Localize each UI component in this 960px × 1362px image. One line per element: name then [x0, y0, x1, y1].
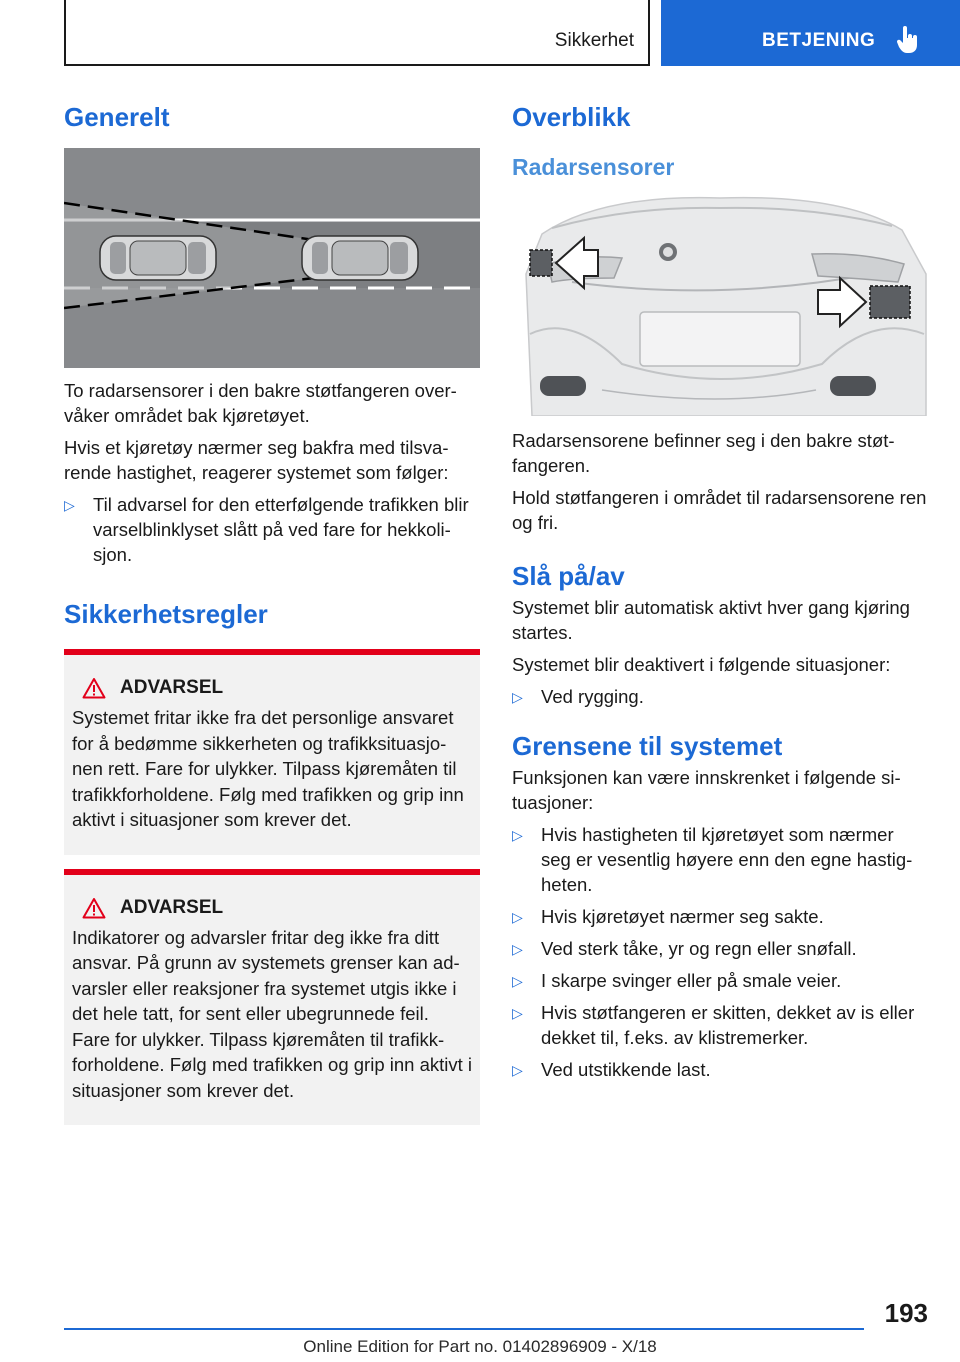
triangle-bullet-icon: ▷	[512, 909, 523, 925]
list-item	[512, 968, 928, 993]
onoff-list	[512, 684, 928, 709]
warning-text: Systemet fritar ikke fra det personlige ansvaret for å bedømme sikkerheten og trafikksituasjo-nen rett. Fare for ulykker. Tilpass kjøremåten til trafikkforholdene. Følg med trafikken og grip inn aktivt i situasjoner som krever det.	[72, 707, 464, 830]
triangle-bullet-icon: ▷	[512, 1062, 523, 1078]
sensor-caption-2: Hold støtfangeren i området til radarsensorene ren og fri.	[512, 487, 927, 533]
list-item	[512, 822, 928, 897]
warning-header	[72, 895, 472, 921]
warning-label: ADVARSEL	[120, 677, 224, 698]
intro-paragraph-1: To radarsensorer i den bakre støtfangeren over-våker området bak kjøretøyet.	[64, 380, 457, 426]
section-title-sikkerhetsregler: Sikkerhetsregler	[64, 599, 268, 629]
pointing-hand-icon	[897, 26, 919, 54]
footer-rule	[64, 1328, 864, 1330]
list-item-text: Ved sterk tåke, yr og regn eller snøfall.	[541, 938, 857, 959]
chapter-box	[64, 0, 650, 66]
limits-intro: Funksjonen kan være innskrenket i følgende si-tuasjoner:	[512, 767, 901, 813]
list-item-text: Ved rygging.	[541, 686, 644, 707]
chapter-label: Sikkerhet	[554, 30, 634, 51]
onoff-paragraph-2: Systemet blir deaktivert i følgende situasjoner:	[512, 654, 891, 675]
list-item-text: Til advarsel for den etterfølgende trafikken blir varselblinklyset slått på ved fare for hekkoli-sjon.	[93, 494, 469, 565]
warning-triangle-icon	[82, 897, 106, 919]
car-front	[302, 236, 418, 280]
onoff-paragraph-1: Systemet blir automatisk aktivt hver gang kjøring startes.	[512, 597, 910, 643]
list-item	[64, 492, 480, 567]
warning-box-2	[64, 869, 480, 1126]
radar-sensor-right	[870, 286, 910, 318]
reaction-list	[64, 492, 480, 567]
right-column	[512, 100, 928, 1082]
list-item	[512, 936, 928, 961]
list-item-text: Ved utstikkende last.	[541, 1059, 711, 1080]
triangle-bullet-icon: ▷	[512, 941, 523, 957]
page-number: 193	[884, 1298, 928, 1328]
list-item-text: Hvis hastigheten til kjøretøyet som nærmer seg er vesentlig høyere enn den egne hastig-heten.	[541, 824, 913, 895]
radar-sensor-left	[530, 250, 552, 276]
section-title-generelt: Generelt	[64, 102, 170, 132]
page-header	[0, 0, 960, 66]
list-item-text: Hvis støtfangeren er skitten, dekket av is eller dekket til, f.eks. av klistremerker.	[541, 1002, 915, 1048]
sensor-caption-1: Radarsensorene befinner seg i den bakre støt-fangeren.	[512, 430, 895, 476]
car-rear	[100, 236, 216, 280]
section-tab[interactable]	[661, 0, 960, 66]
triangle-bullet-icon: ▷	[512, 827, 523, 843]
triangle-bullet-icon: ▷	[512, 1005, 523, 1021]
subsection-title-radarsensorer: Radarsensorer	[512, 154, 675, 180]
section-title-overblikk: Overblikk	[512, 102, 631, 132]
warning-text: Indikatorer og advarsler fritar deg ikke fra ditt ansvar. På grunn av systemets grenser kan ad-varsler eller reaksjoner fra systemet utgis ikke i det hele tatt, for sent eller ubegrunnede feil. Fare for ulykker. Tilpass kjøremåten til trafikk-forholdene. Følg med trafikken og grip inn aktivt i situasjoner som krever det.	[72, 926, 472, 1101]
list-item-text: Hvis kjøretøyet nærmer seg sakte.	[541, 906, 824, 927]
following-cars-illustration	[64, 148, 480, 368]
list-item	[512, 684, 928, 709]
warning-triangle-icon	[82, 677, 106, 699]
warning-header	[72, 675, 472, 701]
list-item	[512, 904, 928, 929]
triangle-bullet-icon: ▷	[512, 689, 523, 705]
triangle-bullet-icon: ▷	[512, 973, 523, 989]
list-item	[512, 1057, 928, 1082]
rear-bumper-illustration	[512, 194, 928, 416]
footer-edition: Online Edition for Part no. 01402896909 - X/18	[303, 1337, 657, 1356]
limits-list	[512, 822, 928, 1082]
warning-box-1	[64, 649, 480, 855]
figure-following-cars	[64, 148, 480, 368]
intro-paragraph-2: Hvis et kjøretøy nærmer seg bakfra med tilsva-rende hastighet, reagerer systemet som følger:	[64, 437, 449, 483]
list-item-text: I skarpe svinger eller på smale veier.	[541, 970, 842, 991]
warning-label: ADVARSEL	[120, 896, 224, 918]
left-column	[64, 100, 480, 1125]
figure-rear-bumper	[512, 194, 928, 416]
triangle-bullet-icon: ▷	[64, 497, 75, 513]
section-title-grensene: Grensene til systemet	[512, 731, 783, 761]
section-title-sla-pa-av: Slå på/av	[512, 561, 625, 591]
list-item	[512, 1000, 928, 1050]
section-label: BETJENING	[762, 30, 876, 51]
